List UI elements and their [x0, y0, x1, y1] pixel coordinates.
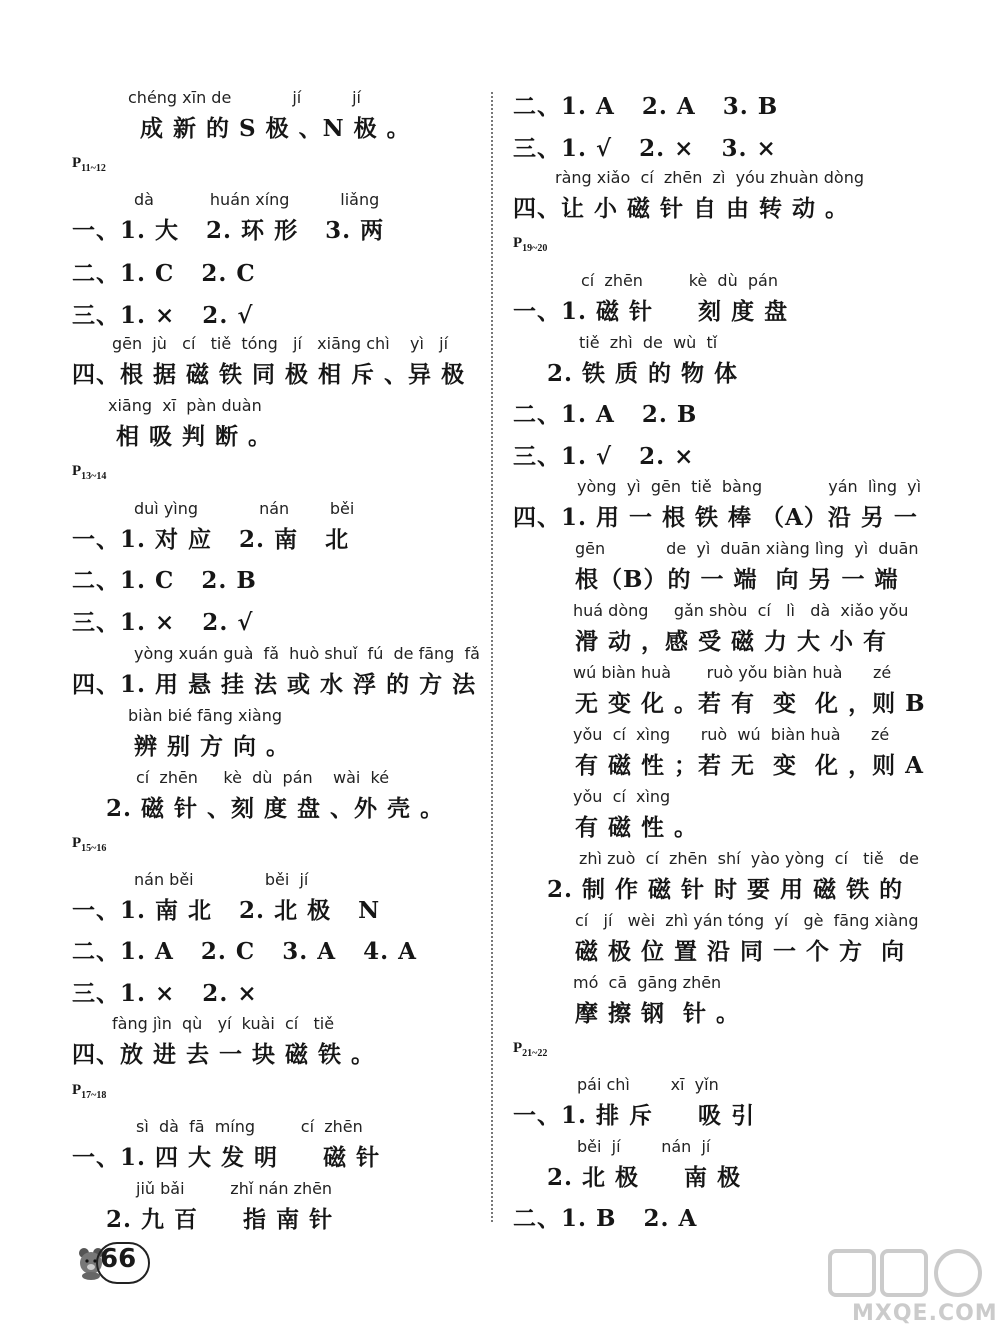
column-divider [491, 92, 493, 1222]
answer-line: 三、1. × 2. × [72, 980, 258, 1007]
answer-line: 辨 别 方 向 。 [134, 733, 291, 760]
pinyin-annotation: duì yìng nán běi [134, 499, 355, 518]
pinyin-annotation: cí zhēn kè dù pán wài ké [136, 768, 390, 787]
pinyin-annotation: gēn jù cí tiě tóng jí xiāng chì yì jí [112, 334, 449, 353]
answer-line: 二、1. C 2. B [72, 567, 257, 594]
pinyin-annotation: sì dà fā míng cí zhēn [136, 1117, 363, 1136]
answer-line: 摩 擦 钢 针 。 [575, 1000, 741, 1027]
page-range-heading [72, 835, 106, 854]
answer-line: 一、1. 磁 针 刻 度 盘 [513, 298, 789, 325]
answer-line: 三、1. √ 2. × 3. × [513, 135, 777, 162]
pinyin-annotation: jiǔ bǎi zhǐ nán zhēn [136, 1179, 333, 1198]
answer-line: 三、1. × 2. √ [72, 609, 254, 636]
page-range-prefix: P [513, 235, 523, 251]
answer-line: 相 吸 判 断 。 [116, 423, 273, 450]
answer-line: 二、1. C 2. C [72, 260, 256, 287]
page-range-heading [72, 1082, 106, 1101]
answer-line: 二、1. B 2. A [513, 1205, 698, 1232]
answer-line: 一、1. 四 大 发 明 磁 针 [72, 1144, 381, 1171]
page-range-subscript: 21~22 [522, 1048, 548, 1059]
answer-line: 四、根 据 磁 铁 同 极 相 斥 、异 极 [72, 361, 466, 388]
page-range-heading [72, 463, 106, 482]
pinyin-annotation: gēn de yì duān xiàng lìng yì duān [575, 539, 919, 558]
answer-line: 2. 铁 质 的 物 体 [547, 360, 739, 387]
pinyin-annotation: yǒu cí xìng [573, 787, 671, 806]
answer-line: 四、放 进 去 一 块 磁 铁 。 [72, 1041, 376, 1068]
answer-line: 一、1. 排 斥 吸 引 [513, 1102, 756, 1129]
pinyin-annotation: yòng xuán guà fǎ huò shuǐ fú de fāng fǎ [134, 644, 480, 663]
watermark-logo [810, 1243, 1000, 1333]
page-range-prefix: P [513, 1040, 523, 1056]
answer-line: 一、1. 南 北 2. 北 极 N [72, 897, 381, 924]
answer-line: 二、1. A 2. C 3. A 4. A [72, 938, 417, 965]
pinyin-annotation: cí zhēn kè dù pán [581, 271, 778, 290]
answer-line: 成 新 的 S 极 、N 极 。 [140, 115, 411, 142]
page-number: 66 [100, 1244, 137, 1274]
answer-line: 四、让 小 磁 针 自 由 转 动 。 [513, 195, 850, 222]
answer-line: 有 磁 性 。 [575, 814, 699, 841]
page-range-prefix: P [72, 835, 82, 851]
answer-line: 三、1. √ 2. × [513, 443, 695, 470]
pinyin-annotation: nán běi běi jí [134, 870, 309, 889]
answer-line: 2. 磁 针 、刻 度 盘 、外 壳 。 [106, 795, 445, 822]
answer-line: 二、1. A 2. A 3. B [513, 93, 779, 120]
answer-line: 滑 动 ，感 受 磁 力 大 小 有 [575, 628, 888, 655]
page-range-heading [513, 235, 547, 254]
page-range-prefix: P [72, 463, 82, 479]
answer-line: 四、1. 用 一 根 铁 棒 （A）沿 另 一 [513, 504, 918, 531]
pinyin-annotation: biàn bié fāng xiàng [128, 706, 282, 725]
pinyin-annotation: huá dòng gǎn shòu cí lì dà xiǎo yǒu [573, 601, 909, 620]
answer-line: 一、1. 对 应 2. 南 北 [72, 526, 350, 553]
answer-line: 2. 制 作 磁 针 时 要 用 磁 铁 的 [547, 876, 904, 903]
answer-line: 2. 九 百 指 南 针 [106, 1206, 334, 1233]
answer-line: 根（B）的 一 端 向 另 一 端 [575, 566, 899, 593]
page-range-subscript: 17~18 [81, 1090, 107, 1101]
page-range-subscript: 11~12 [81, 163, 106, 174]
watermark-url: MXQE.COM [852, 1301, 998, 1326]
pinyin-annotation: zhì zuò cí zhēn shí yào yòng cí tiě de [579, 849, 919, 868]
pinyin-annotation: yǒu cí xìng ruò wú biàn huà zé [573, 725, 890, 744]
page-range-heading [72, 155, 106, 174]
pinyin-annotation: dà huán xíng liǎng [134, 190, 380, 209]
pinyin-annotation: mó cā gāng zhēn [573, 973, 722, 992]
pinyin-annotation: tiě zhì de wù tǐ [579, 333, 718, 352]
pinyin-annotation: běi jí nán jí [577, 1137, 711, 1156]
answer-line: 有 磁 性 ；若 无 变 化 ，则 A [575, 752, 924, 779]
pinyin-annotation: wú biàn huà ruò yǒu biàn huà zé [573, 663, 892, 682]
answer-line: 二、1. A 2. B [513, 401, 698, 428]
pinyin-annotation: ràng xiǎo cí zhēn zì yóu zhuàn dòng [555, 168, 865, 187]
pinyin-annotation: fàng jìn qù yí kuài cí tiě [112, 1014, 335, 1033]
pinyin-annotation: pái chì xī yǐn [577, 1075, 719, 1094]
answer-line: 三、1. × 2. √ [72, 302, 254, 329]
answer-line: 2. 北 极 南 极 [547, 1164, 742, 1191]
pinyin-annotation: yòng yì gēn tiě bàng yán lìng yì [577, 477, 922, 496]
page-range-prefix: P [72, 1082, 82, 1098]
pinyin-annotation: xiāng xī pàn duàn [108, 396, 262, 415]
page-range-subscript: 13~14 [81, 471, 107, 482]
page-range-subscript: 19~20 [522, 243, 548, 254]
pinyin-annotation: chéng xīn de jí jí [128, 88, 361, 107]
page-range-prefix: P [72, 155, 82, 171]
page-range-heading [513, 1040, 547, 1059]
pinyin-annotation: cí jí wèi zhì yán tóng yí gè fāng xiàng [575, 911, 919, 930]
answer-line: 无 变 化 。若 有 变 化 ，则 B [575, 690, 926, 717]
answer-line: 一、1. 大 2. 环 形 3. 两 [72, 217, 385, 244]
page-number-badge [72, 1238, 150, 1286]
answer-line: 四、1. 用 悬 挂 法 或 水 浮 的 方 法 [72, 671, 477, 698]
page-range-subscript: 15~16 [81, 843, 107, 854]
answer-line: 磁 极 位 置 沿 同 一 个 方 向 [575, 938, 906, 965]
